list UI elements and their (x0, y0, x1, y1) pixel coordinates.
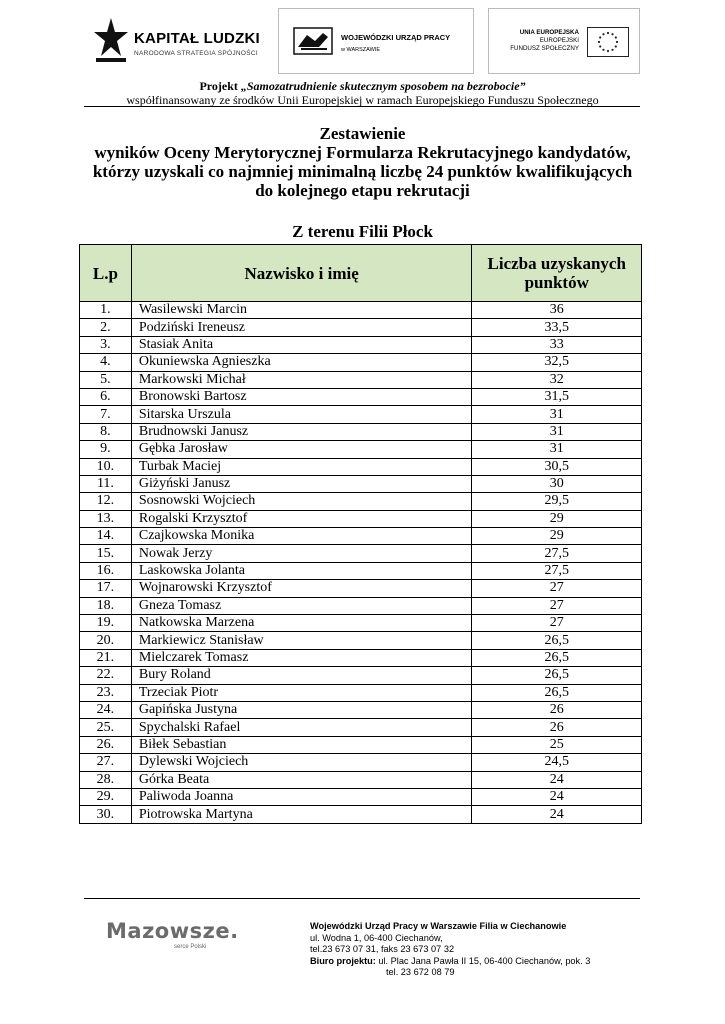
row-points: 27 (472, 580, 642, 597)
project-name: „Samozatrudnienie skutecznym sposobem na bezrobocie” (240, 79, 526, 93)
table-row (80, 441, 642, 458)
row-number: 19. (80, 615, 132, 632)
footer-project-office-address: ul. Plac Jana Pawła II 15, 06-400 Ciechanów, pok. 3 (375, 955, 591, 966)
footer-project-office-label: Biuro projektu: (310, 955, 376, 966)
row-name: Rogalski Krzysztof (131, 510, 472, 527)
eu-flag-icon (587, 27, 629, 57)
project-info (0, 79, 725, 107)
document-heading (0, 124, 725, 200)
logo-bar (88, 8, 648, 74)
kapital-ludzki-logo (94, 16, 274, 68)
row-name: Spychalski Rafael (131, 719, 472, 736)
mazowsze-logo (106, 919, 246, 959)
row-points: 27 (472, 615, 642, 632)
row-number: 3. (80, 336, 132, 353)
row-number: 16. (80, 562, 132, 579)
row-points: 36 (472, 302, 642, 319)
row-number: 8. (80, 423, 132, 440)
eu-logo (488, 8, 640, 74)
row-points: 27,5 (472, 545, 642, 562)
footer-phones: tel.23 673 07 31, faks 23 673 07 32 (310, 944, 455, 955)
footer-office: Wojewódzki Urząd Pracy w Warszawie Filia w Ciechanowie (310, 921, 567, 931)
table-row (80, 302, 642, 319)
row-name: Dylewski Wojciech (131, 754, 472, 771)
branch-title: Z terenu Filii Płock (292, 222, 433, 241)
row-name: Gneza Tomasz (131, 597, 472, 614)
row-name: Gębka Jarosław (131, 441, 472, 458)
footer-address: ul. Wodna 1, 06-400 Ciechanów, (310, 932, 443, 943)
row-number: 21. (80, 649, 132, 666)
project-title (0, 79, 725, 93)
table-row (80, 771, 642, 788)
row-name: Podziński Ireneusz (131, 319, 472, 336)
table-row (80, 545, 642, 562)
footer-contact (310, 921, 590, 979)
row-number: 7. (80, 406, 132, 423)
header-name: Nazwisko i imię (131, 245, 472, 302)
row-name: Okuniewska Agnieszka (131, 354, 472, 371)
row-number: 9. (80, 441, 132, 458)
row-name: Mielczarek Tomasz (131, 649, 472, 666)
row-points: 33,5 (472, 319, 642, 336)
row-number: 6. (80, 388, 132, 405)
eu-line-3: FUNDUSZ SPOŁECZNY (510, 45, 579, 52)
row-name: Czajkowska Monika (131, 528, 472, 545)
cofinancing-note: współfinansowany ze środków Unii Europejskiej w ramach Europejskiego Funduszu Społecznego (126, 93, 599, 107)
row-points: 33 (472, 336, 642, 353)
row-number: 15. (80, 545, 132, 562)
row-number: 17. (80, 580, 132, 597)
project-prefix: Projekt (199, 79, 241, 93)
mazowsze-wordmark: Mazowsze. (106, 919, 239, 943)
table-row (80, 597, 642, 614)
wup-subtitle: w WARSZAWIE (341, 47, 381, 53)
row-number: 2. (80, 319, 132, 336)
row-number: 1. (80, 302, 132, 319)
footer-divider (84, 898, 640, 899)
row-name: Bronowski Bartosz (131, 388, 472, 405)
kapital-ludzki-title: KAPITAŁ LUDZKI (134, 30, 260, 47)
table-row (80, 806, 642, 823)
mazowsze-tagline: serce Polski (174, 944, 207, 950)
table-row (80, 719, 642, 736)
table-header-row (80, 245, 642, 302)
row-name: Wasilewski Marcin (131, 302, 472, 319)
wup-logo (278, 8, 474, 74)
row-name: Nowak Jerzy (131, 545, 472, 562)
row-number: 24. (80, 701, 132, 718)
row-name: Markowski Michał (131, 371, 472, 388)
row-points: 24 (472, 806, 642, 823)
row-number: 28. (80, 771, 132, 788)
table-row (80, 475, 642, 492)
heading-line-3: którzy uzyskali co najmniej minimalną liczbę 24 punktów kwalifikujących (92, 162, 633, 181)
wup-title: WOJEWÓDZKI URZĄD PRACY (341, 33, 451, 42)
row-points: 30,5 (472, 458, 642, 475)
row-number: 10. (80, 458, 132, 475)
row-points: 26,5 (472, 649, 642, 666)
table-row (80, 667, 642, 684)
table-row (80, 580, 642, 597)
table-row (80, 423, 642, 440)
row-points: 31 (472, 406, 642, 423)
row-points: 29,5 (472, 493, 642, 510)
row-number: 18. (80, 597, 132, 614)
heading-line-1: Zestawienie (319, 124, 406, 143)
row-number: 5. (80, 371, 132, 388)
table-row (80, 649, 642, 666)
footer-project-phone: tel. 23 672 08 79 (386, 967, 455, 978)
row-number: 22. (80, 667, 132, 684)
row-name: Gapińska Justyna (131, 701, 472, 718)
row-number: 11. (80, 475, 132, 492)
row-name: Trzeciak Piotr (131, 684, 472, 701)
row-name: Górka Beata (131, 771, 472, 788)
row-number: 26. (80, 736, 132, 753)
table-row (80, 754, 642, 771)
row-points: 26 (472, 701, 642, 718)
table-row (80, 788, 642, 805)
row-name: Piotrowska Martyna (131, 806, 472, 823)
row-name: Laskowska Jolanta (131, 562, 472, 579)
row-number: 13. (80, 510, 132, 527)
eu-text (510, 29, 579, 53)
row-points: 29 (472, 528, 642, 545)
table-row (80, 684, 642, 701)
row-points: 24 (472, 771, 642, 788)
table-row (80, 615, 642, 632)
table-row (80, 336, 642, 353)
row-name: Bury Roland (131, 667, 472, 684)
row-points: 25 (472, 736, 642, 753)
row-name: Wojnarowski Krzysztof (131, 580, 472, 597)
row-points: 26,5 (472, 684, 642, 701)
header-divider (84, 106, 640, 107)
table-row (80, 388, 642, 405)
table-row (80, 406, 642, 423)
row-number: 20. (80, 632, 132, 649)
row-name: Sosnowski Wojciech (131, 493, 472, 510)
row-name: Brudnowski Janusz (131, 423, 472, 440)
header-lp: L.p (80, 245, 132, 302)
row-number: 14. (80, 528, 132, 545)
row-name: Natkowska Marzena (131, 615, 472, 632)
row-points: 26,5 (472, 632, 642, 649)
row-points: 29 (472, 510, 642, 527)
heading-line-4: do kolejnego etapu rekrutacji (255, 181, 470, 200)
row-points: 31 (472, 441, 642, 458)
row-number: 29. (80, 788, 132, 805)
row-points: 27 (472, 597, 642, 614)
row-number: 30. (80, 806, 132, 823)
row-name: Paliwoda Joanna (131, 788, 472, 805)
row-points: 31,5 (472, 388, 642, 405)
table-row (80, 528, 642, 545)
row-name: Giżyński Janusz (131, 475, 472, 492)
footer-project-office (310, 956, 590, 968)
row-number: 23. (80, 684, 132, 701)
row-points: 32,5 (472, 354, 642, 371)
row-name: Markiewicz Stanisław (131, 632, 472, 649)
row-points: 32 (472, 371, 642, 388)
row-points: 27,5 (472, 562, 642, 579)
table-row (80, 371, 642, 388)
table-row (80, 493, 642, 510)
row-number: 12. (80, 493, 132, 510)
kapital-ludzki-subtitle: NARODOWA STRATEGIA SPÓJNOŚCI (134, 50, 258, 57)
row-name: Biłek Sebastian (131, 736, 472, 753)
row-points: 24 (472, 788, 642, 805)
wup-emblem-icon (293, 27, 333, 55)
row-name: Stasiak Anita (131, 336, 472, 353)
row-points: 26,5 (472, 667, 642, 684)
table-row (80, 354, 642, 371)
table-row (80, 562, 642, 579)
kapital-ludzki-star-icon (94, 18, 128, 64)
table-row (80, 458, 642, 475)
results-table (79, 244, 642, 824)
eu-line-2: EUROPEJSKI (539, 37, 579, 44)
row-points: 31 (472, 423, 642, 440)
header-points: Liczba uzyskanych punktów (472, 245, 642, 302)
row-number: 27. (80, 754, 132, 771)
table-row (80, 632, 642, 649)
row-number: 25. (80, 719, 132, 736)
row-number: 4. (80, 354, 132, 371)
row-name: Turbak Maciej (131, 458, 472, 475)
table-row (80, 319, 642, 336)
row-points: 26 (472, 719, 642, 736)
table-row (80, 736, 642, 753)
table-row (80, 510, 642, 527)
row-name: Sitarska Urszula (131, 406, 472, 423)
row-points: 24,5 (472, 754, 642, 771)
table-row (80, 701, 642, 718)
heading-line-2: wyników Oceny Merytorycznej Formularza Rekrutacyjnego kandydatów, (94, 143, 631, 162)
row-points: 30 (472, 475, 642, 492)
eu-line-1: UNIA EUROPEJSKA (519, 29, 579, 36)
